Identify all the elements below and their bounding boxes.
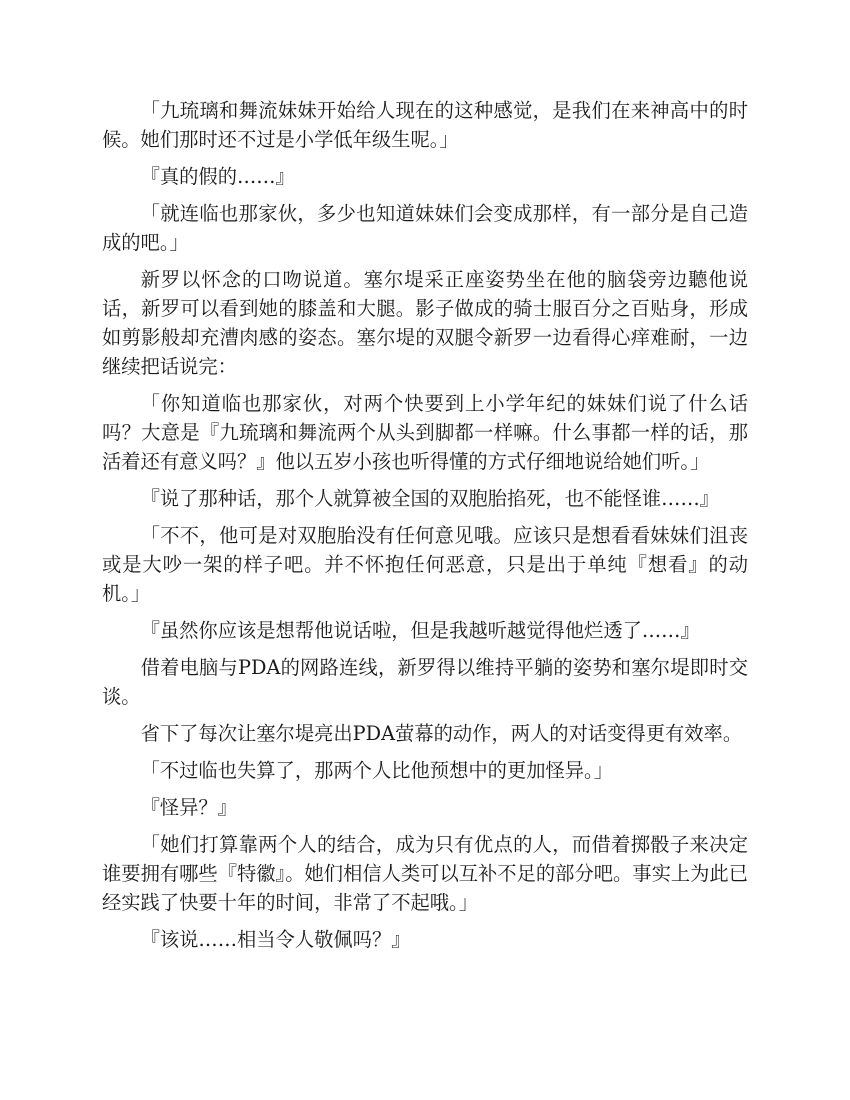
paragraph: 「九琉璃和舞流妹妹开始给人现在的这种感觉，是我们在来神高中的时候。她们那时还不过是小学低年级生呢。」 [102,99,748,151]
paragraph: 省下了每次让塞尔堤亮出PDA萤幕的动作，两人的对话变得更有效率。 [140,722,743,745]
paragraph: 「她们打算靠两个人的结合，成为只有优点的人，而借着掷骰子来决定谁要拥有哪些『特徽』。她们相信人类可以互补不足的部分吧。事实上为此已经实践了快要十年的时间，非常了不起哦。」 [102,833,748,914]
paragraph: 「不不，他可是对双胞胎没有任何意见哦。应该只是想看看妹妹们沮丧或是大吵一架的样子吧。并不怀抱任何恶意，只是出于单纯『想看』的动机。」 [102,524,748,605]
paragraph: 「你知道临也那家伙，对两个快要到上小学年纪的妹妹们说了什么话吗？大意是『九琉璃和舞流两个从头到脚都一样嘛。什么事都一样的话，那活着还有意义吗？』他以五岁小孩也听得懂的方式仔细地说给她们听。」 [102,392,748,473]
paragraph: 「不过临也失算了，那两个人比他预想中的更加怪异。」 [140,759,613,782]
paragraph: 『怪异？』 [140,796,237,819]
document-page [102,96,748,962]
paragraph: 「就连临也那家伙，多少也知道妹妹们会变成那样，有一部分是自己造成的吧。」 [102,202,748,254]
paragraph: 『该说……相当令人敬佩吗？』 [140,928,411,951]
paragraph: 新罗以怀念的口吻说道。塞尔堤采正座姿势坐在他的脑袋旁边聽他说话，新罗可以看到她的膝盖和大腿。影子做成的骑士服百分之百贴身，形成如剪影般却充漕肉感的姿态。塞尔堤的双腿令新罗一边看得心痒难耐，一边继续把话说完： [102,268,748,378]
paragraph: 『真的假的……』 [140,165,295,188]
paragraph: 借着电脑与PDA的网路连线，新罗得以维持平躺的姿势和塞尔堤即时交谈。 [102,656,748,708]
paragraph: 『说了那种话，那个人就算被全国的双胞胎掐死，也不能怪谁……』 [140,487,720,510]
paragraph: 『虽然你应该是想帮他说话啦，但是我越听越觉得他烂透了……』 [140,619,700,642]
